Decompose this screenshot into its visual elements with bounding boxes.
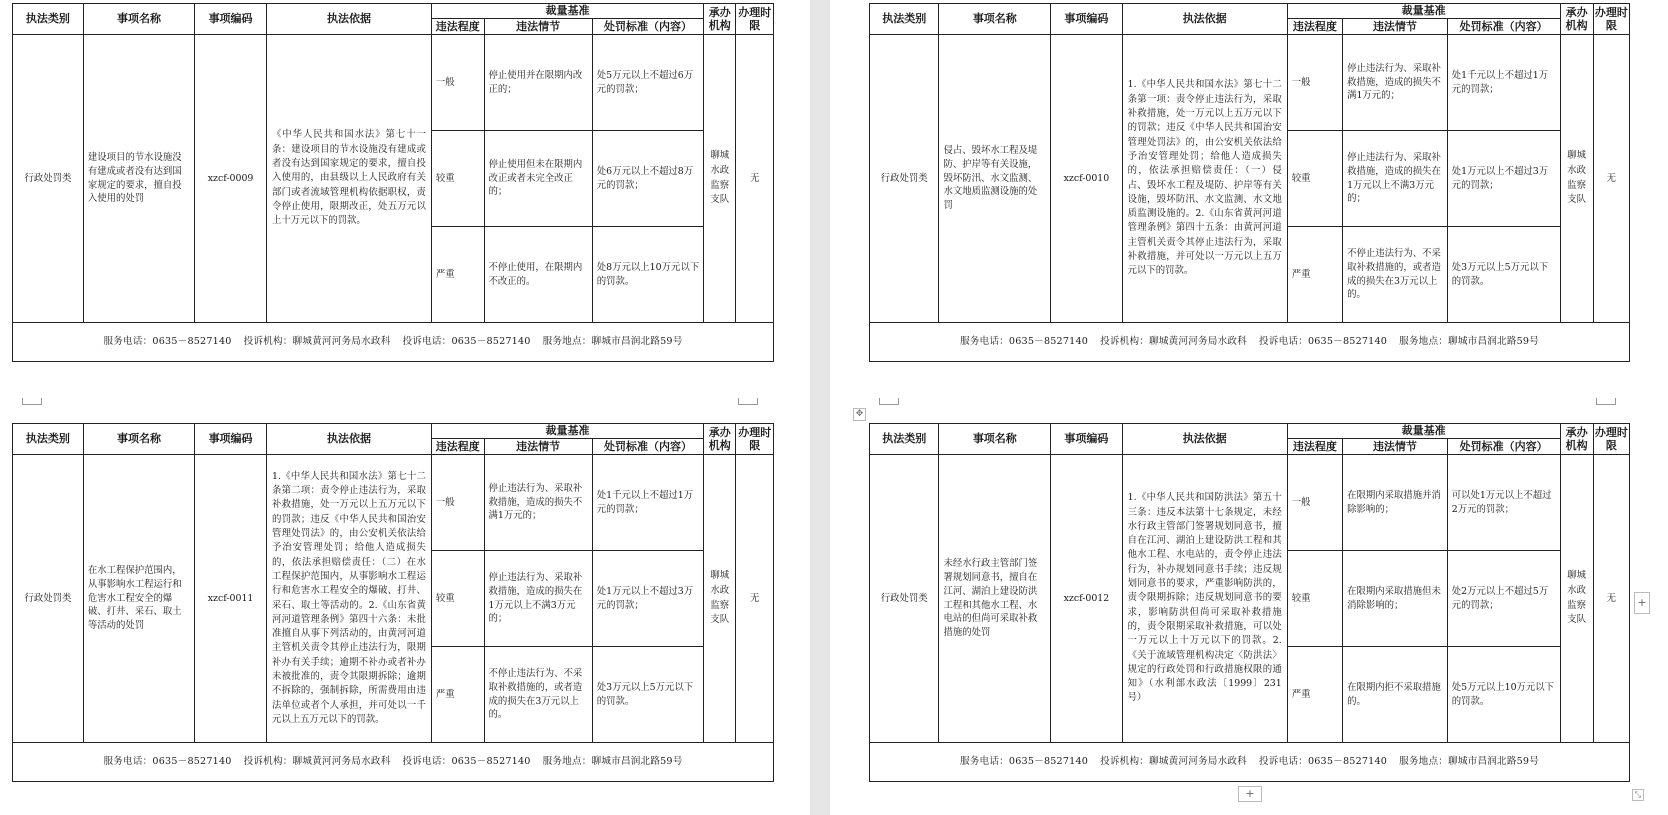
- page-corner-mark: [1596, 398, 1616, 405]
- standard-cell: 处1千元以上不超过1万元的罚款；: [592, 455, 703, 551]
- header-standard: 处罚标准（内容）: [592, 439, 703, 455]
- degree-cell: 较重: [431, 551, 484, 647]
- standard-cell: 处5万元以上10万元以下的罚款。: [1447, 647, 1560, 743]
- category-cell: 行政处罚类: [870, 455, 939, 743]
- table-resize-icon[interactable]: ⤡: [1632, 789, 1644, 801]
- header-item-code: 事项编码: [1051, 4, 1122, 35]
- service-address: 服务地点：聊城市昌润北路59号: [1399, 335, 1540, 347]
- standard-cell: 处2万元以上不超过5万元的罚款；: [1447, 551, 1560, 647]
- degree-cell: 严重: [1287, 227, 1342, 323]
- standard-cell: 处8万元以上10万元以下的罚款。: [592, 227, 703, 323]
- circumstance-cell: 停止使用但未在限期内改正或者未完全改正的；: [484, 131, 592, 227]
- complaint-phone: 投诉电话：0635－8527140: [1258, 335, 1388, 347]
- service-phone: 服务电话：0635－8527140: [103, 335, 232, 347]
- circumstance-cell: 在限期内拒不采取措施的。: [1343, 647, 1448, 743]
- header-circumstance: 违法情节: [484, 19, 592, 35]
- org-cell: 聊城水政监察支队: [704, 455, 736, 743]
- complaint-org: 投诉机构：聊城黄河河务局水政科: [243, 755, 391, 767]
- header-degree: 违法程度: [1287, 19, 1342, 35]
- degree-cell: 较重: [431, 131, 484, 227]
- header-degree: 违法程度: [431, 439, 484, 455]
- item-name-cell: 未经水行政主管部门签署规划同意书，擅自在江河、湖泊上建设防洪工程和其他水工程、水电站的但尚可采取补救措施的处罚: [939, 455, 1051, 743]
- category-cell: 行政处罚类: [13, 35, 84, 323]
- complaint-phone: 投诉电话：0635－8527140: [402, 335, 531, 347]
- category-cell: 行政处罚类: [13, 455, 84, 743]
- complaint-phone: 投诉电话：0635－8527140: [1258, 755, 1388, 767]
- standard-cell: 处3万元以上5万元以下的罚款。: [1447, 227, 1560, 323]
- service-phone: 服务电话：0635－8527140: [959, 755, 1089, 767]
- header-limit: 办理时限: [1593, 424, 1629, 455]
- category-cell: 行政处罚类: [870, 35, 939, 323]
- limit-cell: 无: [736, 35, 774, 323]
- degree-cell: 一般: [431, 35, 484, 131]
- header-circumstance: 违法情节: [1343, 439, 1448, 455]
- page-corner-mark: [22, 398, 42, 405]
- service-footer: [13, 323, 774, 362]
- header-standard: 处罚标准（内容）: [1447, 439, 1560, 455]
- limit-cell: 无: [1593, 35, 1629, 323]
- header-limit: 办理时限: [736, 4, 774, 35]
- circumstance-cell: 在限期内采取措施但未消除影响的；: [1343, 551, 1448, 647]
- degree-cell: 严重: [1287, 647, 1342, 743]
- header-item-code: 事项编码: [1051, 424, 1122, 455]
- circumstance-cell: 停止违法行为、采取补救措施，造成的损失不满1万元的；: [484, 455, 592, 551]
- complaint-org: 投诉机构：聊城黄河河务局水政科: [1100, 755, 1247, 767]
- header-degree: 违法程度: [1287, 439, 1342, 455]
- add-column-plus-icon[interactable]: +: [1634, 592, 1650, 614]
- circumstance-cell: 不停止违法行为、不采取补救措施的，或者造成的损失在3万元以上的。: [1343, 227, 1448, 323]
- service-address: 服务地点：聊城市昌润北路59号: [542, 335, 683, 347]
- basis-cell: 1.《中华人民共和国水法》第七十二条第一项：责令停止违法行为，采取补救措施，处一万元以上五万元以下的罚款；违反《中华人民共和国治安管理处罚法》的，由公安机关依法给予治安管理处罚；给他人造成损失的，依法承担赔偿责任：（一）侵占、毁坏水工程及堤防、护岸等有关设施，毁坏防汛、水文监测、水文地质监测设施的。2.《山东省黄河河道管理条例》第四十五条：由黄河河道主管机关责令其停止违法行为，采取补救措施，并可处以一万元以上五万元以下的罚款。: [1122, 35, 1287, 323]
- penalty-table-3: [12, 423, 774, 782]
- header-item-name: 事项名称: [83, 4, 194, 35]
- header-limit: 办理时限: [736, 424, 774, 455]
- header-circumstance: 违法情节: [484, 439, 592, 455]
- header-discretion: 裁量基准: [431, 424, 703, 439]
- header-org: 承办机构: [1560, 424, 1593, 455]
- standard-cell: 处1千元以上不超过1万元的罚款；: [1447, 35, 1560, 131]
- item-code-cell: xzcf-0011: [195, 455, 267, 743]
- item-name-cell: 在水工程保护范围内，从事影响水工程运行和危害水工程安全的爆破、打井、采石、取土等活动的处罚: [83, 455, 194, 743]
- header-discretion: 裁量基准: [431, 4, 703, 19]
- service-phone: 服务电话：0635－8527140: [103, 755, 232, 767]
- header-item-name: 事项名称: [83, 424, 194, 455]
- standard-cell: 处1万元以上不超过3万元的罚款；: [1447, 131, 1560, 227]
- service-footer: [13, 743, 774, 782]
- add-row-plus-icon[interactable]: +: [1238, 786, 1262, 802]
- item-code-cell: xzcf-0009: [195, 35, 267, 323]
- header-category: 执法类别: [13, 4, 84, 35]
- header-category: 执法类别: [13, 424, 84, 455]
- standard-cell: 处5万元以上不超过6万元的罚款；: [592, 35, 703, 131]
- service-footer: [870, 323, 1630, 362]
- degree-cell: 一般: [431, 455, 484, 551]
- org-cell: 聊城水政监察支队: [1560, 35, 1593, 323]
- basis-cell: 1.《中华人民共和国水法》第七十二条第二项：责令停止违法行为，采取补救措施，处一万元以上五万元以下的罚款；违反《中华人民共和国治安管理处罚法》的，由公安机关依法给予治安管理处罚；给他人造成损失的，依法承担赔偿责任：（二）在水工程保护范围内，从事影响水工程运行和危害水工程安全的爆破、打井、采石、取土等活动的。2.《山东省黄河河道管理条例》第四十六条：未批准擅自从事下列活动的，由黄河河道主管机关责令其停止违法行为，限期补办有关手续；逾期不补办或者补办未被批准的，责令其限期拆除；逾期不拆除的，强制拆除，所需费用由违法单位或者个人承担，并可处以一千元以上五万元以下的罚款。: [266, 455, 431, 743]
- degree-cell: 较重: [1287, 131, 1342, 227]
- header-discretion: 裁量基准: [1287, 4, 1560, 19]
- circumstance-cell: 不停止使用，在限期内不改正的。: [484, 227, 592, 323]
- header-standard: 处罚标准（内容）: [592, 19, 703, 35]
- standard-cell: 可以处1万元以上不超过2万元的罚款；: [1447, 455, 1560, 551]
- org-cell: 聊城水政监察支队: [704, 35, 736, 323]
- header-org: 承办机构: [704, 424, 736, 455]
- degree-cell: 一般: [1287, 35, 1342, 131]
- header-item-code: 事项编码: [195, 4, 267, 35]
- header-item-name: 事项名称: [939, 4, 1051, 35]
- circumstance-cell: 不停止违法行为、不采取补救措施的，或者造成的损失在3万元以上的。: [484, 647, 592, 743]
- degree-cell: 严重: [431, 227, 484, 323]
- header-limit: 办理时限: [1593, 4, 1629, 35]
- page-gap: [810, 0, 830, 815]
- degree-cell: 较重: [1287, 551, 1342, 647]
- complaint-org: 投诉机构：聊城黄河河务局水政科: [243, 335, 391, 347]
- item-code-cell: xzcf-0010: [1051, 35, 1122, 323]
- penalty-table-1: [12, 3, 774, 362]
- circumstance-cell: 停止违法行为、采取补救措施，造成的损失在1万元以上不满3万元的；: [484, 551, 592, 647]
- move-table-handle-icon[interactable]: ✥: [853, 408, 866, 421]
- header-standard: 处罚标准（内容）: [1447, 19, 1560, 35]
- item-name-cell: 建设项目的节水设施没有建成或者没有达到国家规定的要求，擅自投入使用的处罚: [83, 35, 194, 323]
- penalty-table-2: [869, 3, 1630, 362]
- header-org: 承办机构: [704, 4, 736, 35]
- circumstance-cell: 在限期内采取措施并消除影响的；: [1343, 455, 1448, 551]
- circumstance-cell: 停止违法行为、采取补救措施，造成的损失在1万元以上不满3万元的；: [1343, 131, 1448, 227]
- header-basis: 执法依据: [1122, 424, 1287, 455]
- basis-cell: 1.《中华人民共和国防洪法》第五十三条：违反本法第十七条规定，未经水行政主管部门签署规划同意书，擅自在江河、湖泊上建设防洪工程和其他水工程、水电站的，责令停止违法行为，补办规划同意书手续；违反规划同意书的要求，严重影响防洪的，责令限期拆除；违反规划同意书的要求，影响防洪但尚可采取补救措施的，责令限期采取补救措施，可以处一万元以上十万元以下的罚款。2.《关于流域管理机构决定〈防洪法〉规定的行政处罚和行政措施权限的通知》（水利部水政法〔1999〕231号）: [1122, 455, 1287, 743]
- page-corner-mark: [879, 398, 899, 405]
- complaint-org: 投诉机构：聊城黄河河务局水政科: [1100, 335, 1247, 347]
- service-address: 服务地点：聊城市昌润北路59号: [542, 755, 683, 767]
- service-phone: 服务电话：0635－8527140: [959, 335, 1089, 347]
- header-category: 执法类别: [870, 4, 939, 35]
- degree-cell: 一般: [1287, 455, 1342, 551]
- basis-cell: 《中华人民共和国水法》第七十一条：建设项目的节水设施没有建成或者没有达到国家规定的要求，擅自投入使用的，由县级以上人民政府有关部门或者流域管理机构依据职权，责令停止使用，限期改正，处五万元以上十万元以下的罚款。: [266, 35, 431, 323]
- header-org: 承办机构: [1560, 4, 1593, 35]
- org-cell: 聊城水政监察支队: [1560, 455, 1593, 743]
- item-name-cell: 侵占、毁坏水工程及堤防、护岸等有关设施，毁坏防汛、水文监测、水文地质监测设施的处罚: [939, 35, 1051, 323]
- circumstance-cell: 停止违法行为、采取补救措施，造成的损失不满1万元的；: [1343, 35, 1448, 131]
- header-basis: 执法依据: [266, 424, 431, 455]
- page-corner-mark: [738, 398, 758, 405]
- service-address: 服务地点：聊城市昌润北路59号: [1399, 755, 1540, 767]
- header-item-name: 事项名称: [939, 424, 1051, 455]
- header-degree: 违法程度: [431, 19, 484, 35]
- circumstance-cell: 停止使用并在限期内改正的；: [484, 35, 592, 131]
- item-code-cell: xzcf-0012: [1051, 455, 1122, 743]
- header-basis: 执法依据: [266, 4, 431, 35]
- header-basis: 执法依据: [1122, 4, 1287, 35]
- header-item-code: 事项编码: [195, 424, 267, 455]
- standard-cell: 处1万元以上不超过3万元的罚款；: [592, 551, 703, 647]
- limit-cell: 无: [736, 455, 774, 743]
- penalty-table-4: [869, 423, 1630, 782]
- standard-cell: 处3万元以上5万元以下的罚款。: [592, 647, 703, 743]
- header-discretion: 裁量基准: [1287, 424, 1560, 439]
- standard-cell: 处6万元以上不超过8万元的罚款；: [592, 131, 703, 227]
- service-footer: [870, 743, 1630, 782]
- header-circumstance: 违法情节: [1343, 19, 1448, 35]
- header-category: 执法类别: [870, 424, 939, 455]
- degree-cell: 严重: [431, 647, 484, 743]
- limit-cell: 无: [1593, 455, 1629, 743]
- complaint-phone: 投诉电话：0635－8527140: [402, 755, 531, 767]
